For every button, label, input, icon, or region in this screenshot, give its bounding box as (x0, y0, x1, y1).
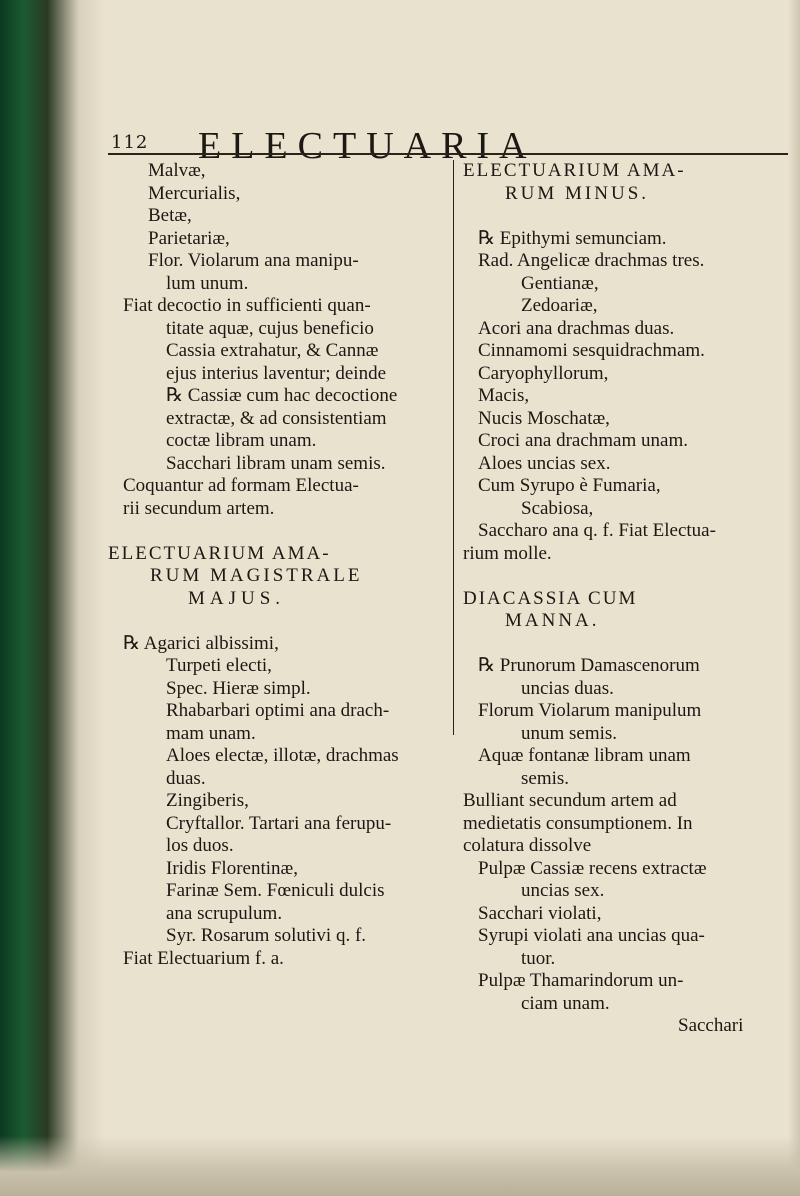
text-line: Acori ana drachmas duas. (478, 317, 675, 339)
text-line: Rad. Angelicæ drachmas tres. (478, 250, 705, 271)
line-gap (108, 520, 446, 543)
text-line: Farinæ Sem. Fœniculi dulcis (166, 880, 385, 901)
text-line: Betæ, (148, 205, 192, 226)
section-heading: DIACASSIA CUM (463, 587, 638, 609)
book-page (108, 100, 788, 1140)
text-line: rii secundum artem. (123, 497, 275, 519)
text-line: colatura dissolve (463, 835, 592, 856)
column-divider (453, 160, 454, 735)
text-line: mam unam. (166, 722, 256, 744)
section-heading: MANNA. (505, 610, 600, 631)
text-line: Spec. Hieræ simpl. (166, 677, 311, 699)
text-line: Iridis Florentinæ, (166, 857, 298, 879)
text-line: Aloes electæ, illotæ, drachmas (166, 745, 399, 766)
section-heading: ELECTUARIUM AMA- (108, 542, 331, 564)
text-line: ana scrupulum. (166, 902, 283, 924)
left-column (108, 160, 446, 970)
text-line: ejus interius laventur; deinde (166, 362, 387, 384)
text-line: uncias duas. (521, 677, 614, 699)
section-heading: RUM MAGISTRALE (150, 565, 363, 586)
text-line: Bulliant secundum artem ad (463, 790, 677, 811)
text-line: Nucis Moschatæ, (478, 407, 610, 429)
text-line: Fiat Electuarium f. a. (123, 947, 284, 969)
text-line: Cryftallor. Tartari ana ferupu- (166, 812, 392, 834)
text-line: los duos. (166, 835, 234, 856)
text-line: Syr. Rosarum solutivi q. f. (166, 925, 367, 946)
text-line: tuor. (521, 947, 556, 969)
text-line: ℞ Cassiæ cum hac decoctione (166, 385, 398, 406)
text-line: Sacchari libram unam semis. (166, 452, 386, 474)
text-line: Flor. Violarum ana manipu- (148, 250, 359, 271)
text-line: Sacchari (678, 1015, 744, 1036)
section-heading: MAJUS. (188, 587, 286, 609)
text-line: ℞ Prunorum Damascenorum (478, 655, 700, 676)
book-binding-edge (0, 0, 105, 1196)
text-line: Pulpæ Cassiæ recens extractæ (478, 857, 707, 879)
text-line: Scabiosa, (521, 497, 594, 519)
text-line: Macis, (478, 385, 530, 406)
page-number: 112 (111, 132, 149, 153)
page-bottom-shadow (0, 1136, 800, 1196)
text-line: Croci ana drachmam unam. (478, 430, 688, 451)
text-line: Caryophyllorum, (478, 362, 609, 384)
line-gap (463, 633, 788, 656)
text-line: Coquantur ad formam Electua- (123, 475, 359, 496)
text-line: Mercurialis, (148, 182, 241, 204)
line-gap (108, 610, 446, 633)
text-line: Cinnamomi sesquidrachmam. (478, 340, 705, 361)
text-line: titate aquæ, cujus beneficio (166, 317, 374, 339)
text-line: Pulpæ Thamarindorum un- (478, 970, 684, 991)
text-line: Zingiberis, (166, 790, 249, 811)
section-heading: ELECTUARIUM AMA- (463, 160, 686, 181)
text-line: Zedoariæ, (521, 295, 598, 316)
text-line: Turpeti electi, (166, 655, 272, 676)
section-heading: RUM MINUS. (505, 182, 650, 204)
text-line: Parietariæ, (148, 227, 230, 249)
text-line: Aloes uncias sex. (478, 452, 611, 474)
text-line: extractæ, & ad consistentiam (166, 407, 387, 429)
text-line: ℞ Epithymi semunciam. (478, 227, 667, 249)
text-line: Cum Syrupo è Fumaria, (478, 475, 661, 496)
text-line: duas. (166, 767, 206, 789)
line-gap (463, 565, 788, 588)
text-line: Saccharo ana q. f. Fiat Electua- (478, 520, 716, 541)
text-line: medietatis consumptionem. In (463, 812, 693, 834)
text-line: uncias sex. (521, 880, 605, 901)
text-line: Cassia extrahatur, & Cannæ (166, 340, 379, 361)
text-line: unum semis. (521, 722, 618, 744)
running-title: ELECTUARIA (198, 125, 537, 167)
text-line: rium molle. (463, 542, 552, 564)
page-right-edge (788, 0, 800, 1196)
text-line: Fiat decoctio in sufficienti quan- (123, 295, 371, 316)
text-line: Gentianæ, (521, 272, 599, 294)
text-line: ℞ Agarici albissimi, (123, 632, 279, 654)
text-line: ciam unam. (521, 992, 610, 1014)
text-line: lum unum. (166, 272, 249, 294)
text-line: Syrupi violati ana uncias qua- (478, 925, 705, 946)
line-gap (463, 205, 788, 228)
right-column (463, 160, 788, 1038)
page-header (108, 110, 788, 167)
text-line: Malvæ, (148, 160, 206, 181)
header-rule (108, 153, 788, 155)
text-line: semis. (521, 767, 570, 789)
text-line: Sacchari violati, (478, 902, 602, 924)
text-line: Florum Violarum manipulum (478, 700, 702, 721)
text-line: Rhabarbari optimi ana drach- (166, 700, 390, 721)
text-line: coctæ libram unam. (166, 430, 317, 451)
text-line: Aquæ fontanæ libram unam (478, 745, 691, 766)
